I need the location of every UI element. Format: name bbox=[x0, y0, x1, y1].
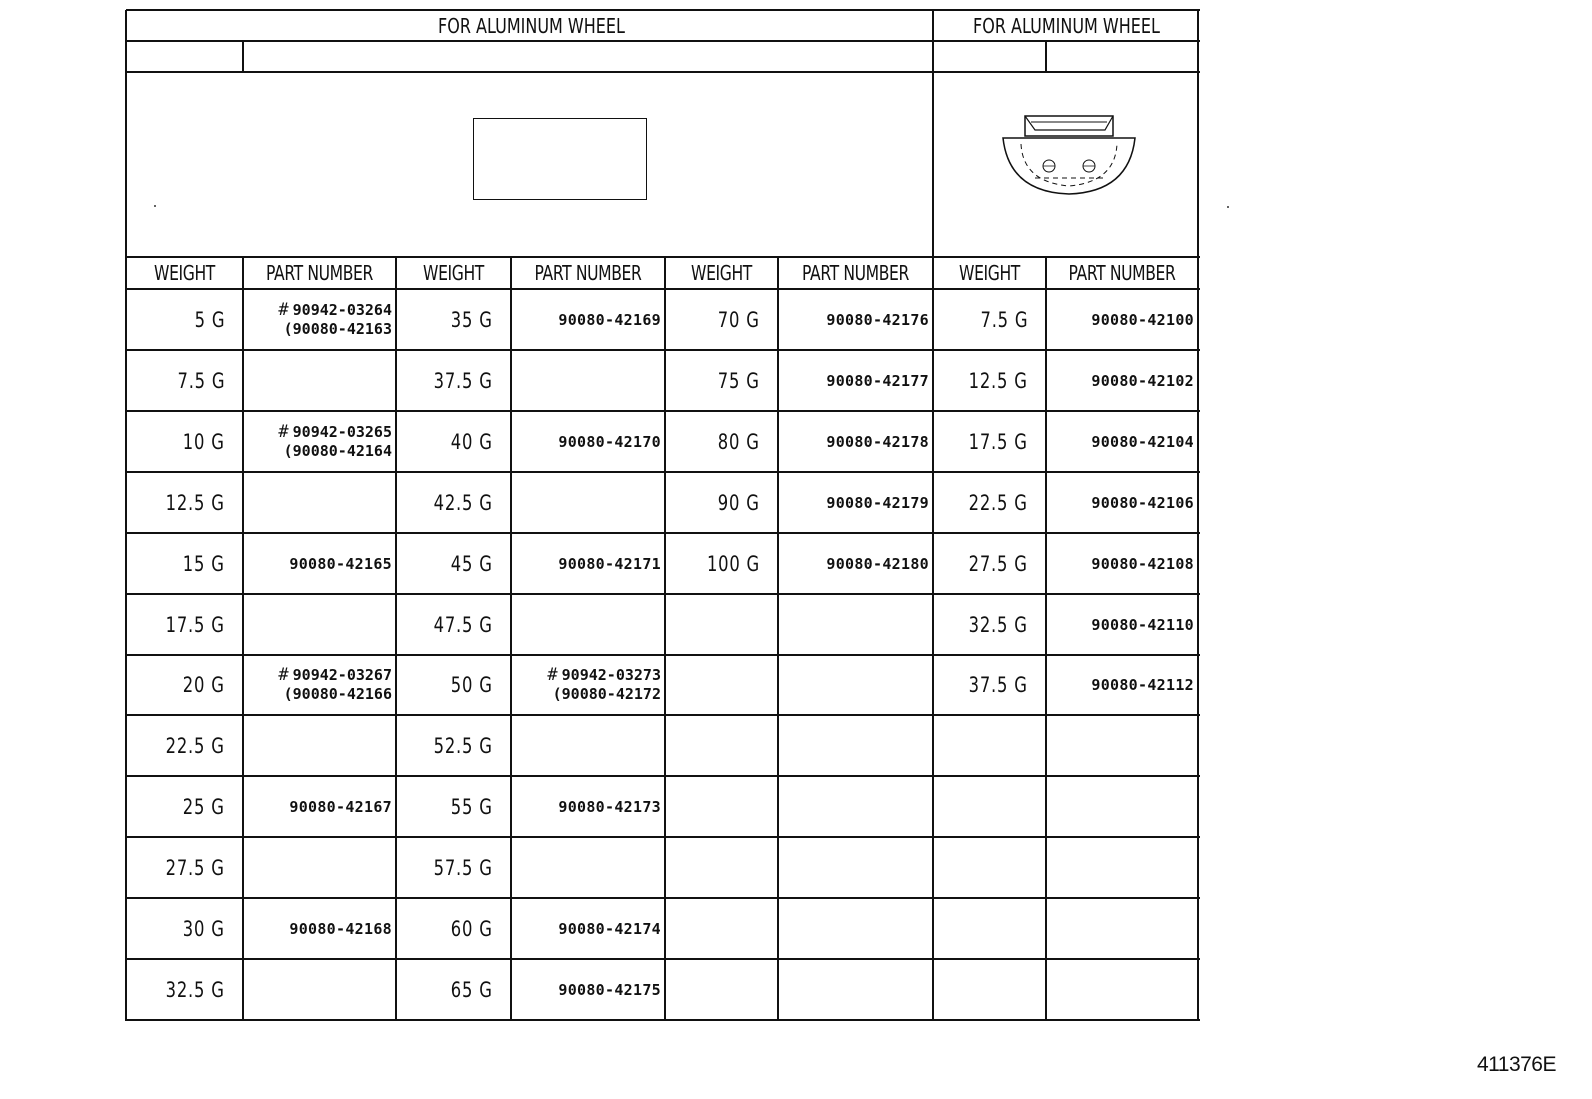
part-number-cell bbox=[243, 472, 396, 533]
part-number-cell: 90080-42180 bbox=[826, 554, 929, 573]
part-number-cell: 90080-42167 bbox=[289, 797, 392, 816]
part-number-cell bbox=[511, 837, 665, 898]
weight-cell bbox=[396, 715, 511, 776]
part-number-cell: 90080-42168 bbox=[289, 919, 392, 938]
weight-cell bbox=[665, 715, 778, 776]
part-number-cell: 90080-42102 bbox=[1091, 371, 1194, 390]
weight-value: 37.5 G bbox=[968, 673, 1028, 697]
weight-value: 45 G bbox=[451, 551, 493, 576]
part-number-cell bbox=[1046, 898, 1198, 959]
weight-cell bbox=[665, 533, 778, 594]
weight-value: 50 G bbox=[451, 673, 493, 697]
weight-value: 65 G bbox=[451, 977, 493, 1002]
part-number-cell bbox=[778, 715, 933, 776]
weight-cell bbox=[126, 411, 243, 472]
part-number-cell bbox=[778, 959, 933, 1020]
weight-cell bbox=[933, 837, 1046, 898]
weight-cell bbox=[665, 959, 778, 1020]
col-header-weight: WEIGHT bbox=[423, 261, 484, 285]
weight-cell bbox=[665, 411, 778, 472]
part-number-cell bbox=[243, 594, 396, 655]
weight-value: 15 G bbox=[183, 551, 225, 576]
weight-cell bbox=[665, 289, 778, 350]
weight-value: 22.5 G bbox=[968, 490, 1028, 515]
grid-line bbox=[126, 9, 1200, 11]
weight-cell bbox=[933, 776, 1046, 837]
weight-value: 25 G bbox=[183, 794, 225, 819]
weight-cell bbox=[665, 594, 778, 655]
weight-cell bbox=[396, 411, 511, 472]
weight-cell bbox=[126, 472, 243, 533]
weight-value: 40 G bbox=[451, 429, 493, 454]
left-section-title: FOR ALUMINUM WHEEL bbox=[438, 13, 625, 38]
part-number-primary: 90942-03264 bbox=[292, 300, 392, 319]
weight-cell bbox=[933, 411, 1046, 472]
part-number-cell: 90080-42173 bbox=[558, 797, 661, 816]
weight-cell bbox=[396, 350, 511, 411]
weight-cell bbox=[665, 350, 778, 411]
part-number-cell: 90080-42100 bbox=[1091, 310, 1194, 329]
weight-value: 32.5 G bbox=[165, 977, 225, 1002]
part-number-cell bbox=[778, 594, 933, 655]
weight-cell bbox=[933, 655, 1046, 715]
hash-mark: # bbox=[278, 421, 289, 442]
col-header-part-number: PART NUMBER bbox=[266, 261, 373, 285]
part-number-alternate: (90080-42163 bbox=[283, 319, 392, 338]
part-number-cell bbox=[511, 655, 665, 715]
weight-cell bbox=[396, 655, 511, 715]
weight-cell bbox=[396, 289, 511, 350]
col-header-part-number: PART NUMBER bbox=[802, 261, 909, 285]
weight-value: 5 G bbox=[194, 307, 225, 332]
figure-code: 411376E bbox=[1476, 1053, 1556, 1076]
part-number-cell: 90080-42179 bbox=[826, 493, 929, 512]
weight-value: 7.5 G bbox=[177, 368, 225, 393]
weight-cell bbox=[933, 594, 1046, 655]
weight-cell bbox=[396, 837, 511, 898]
part-number-cell: 90080-42177 bbox=[826, 371, 929, 390]
part-number-primary: 90942-03265 bbox=[292, 422, 392, 441]
part-number-cell bbox=[243, 837, 396, 898]
col-header-part-number: PART NUMBER bbox=[534, 261, 642, 285]
part-number-cell: 90080-42104 bbox=[1091, 432, 1194, 451]
weight-value: 27.5 G bbox=[165, 855, 225, 880]
weight-value: 52.5 G bbox=[433, 733, 493, 758]
part-number-cell: 90080-42175 bbox=[558, 980, 661, 999]
weight-value: 57.5 G bbox=[433, 855, 493, 880]
superseded-part-line bbox=[278, 301, 392, 320]
col-header-weight: WEIGHT bbox=[154, 261, 215, 285]
weight-value: 75 G bbox=[718, 368, 760, 393]
part-number-cell bbox=[511, 715, 665, 776]
part-number-cell: 90080-42170 bbox=[558, 432, 661, 451]
weight-cell bbox=[396, 776, 511, 837]
superseded-part-line bbox=[547, 666, 661, 685]
weight-value: 20 G bbox=[183, 673, 225, 697]
weight-cell bbox=[665, 898, 778, 959]
part-number-alternate: (90080-42172 bbox=[552, 685, 661, 703]
weight-cell bbox=[126, 533, 243, 594]
part-number-cell bbox=[1046, 837, 1198, 898]
weight-value: 42.5 G bbox=[433, 490, 493, 515]
weight-cell bbox=[396, 533, 511, 594]
hash-mark: # bbox=[278, 665, 289, 685]
grid-line bbox=[242, 41, 244, 73]
part-number-cell: 90080-42174 bbox=[558, 919, 661, 938]
weight-cell bbox=[126, 715, 243, 776]
weight-value: 30 G bbox=[183, 916, 225, 941]
weight-value: 7.5 G bbox=[980, 307, 1028, 332]
col-header-weight: WEIGHT bbox=[959, 261, 1020, 285]
part-number-alternate: (90080-42166 bbox=[283, 685, 392, 703]
weight-value: 27.5 G bbox=[968, 551, 1028, 576]
weight-value: 17.5 G bbox=[968, 429, 1028, 454]
part-number-cell: 90080-42178 bbox=[826, 432, 929, 451]
weight-value: 60 G bbox=[451, 916, 493, 941]
weight-cell bbox=[665, 837, 778, 898]
grid-line bbox=[126, 71, 1200, 73]
part-number-cell: 90080-42171 bbox=[558, 554, 661, 573]
part-number-cell bbox=[511, 350, 665, 411]
weight-cell bbox=[396, 959, 511, 1020]
part-number-cell bbox=[778, 837, 933, 898]
part-number-cell bbox=[243, 959, 396, 1020]
part-number-cell: 90080-42108 bbox=[1091, 554, 1194, 573]
weight-cell bbox=[396, 594, 511, 655]
weight-cell bbox=[933, 472, 1046, 533]
part-number-primary: 90942-03267 bbox=[292, 666, 392, 684]
rectangle-weight-icon bbox=[473, 118, 647, 200]
weight-cell bbox=[126, 594, 243, 655]
weight-cell bbox=[396, 472, 511, 533]
part-number-cell bbox=[1046, 959, 1198, 1020]
grid-line bbox=[126, 40, 1200, 42]
weight-cell bbox=[665, 472, 778, 533]
weight-cell bbox=[126, 959, 243, 1020]
weight-value: 12.5 G bbox=[968, 368, 1028, 393]
part-number-cell bbox=[243, 289, 396, 350]
weight-cell bbox=[933, 959, 1046, 1020]
hash-mark: # bbox=[547, 665, 558, 685]
part-number-cell bbox=[243, 715, 396, 776]
part-number-cell bbox=[243, 655, 396, 715]
superseded-part-line bbox=[278, 666, 392, 685]
part-number-primary: 90942-03273 bbox=[561, 666, 661, 684]
part-number-cell bbox=[1046, 776, 1198, 837]
part-number-cell: 90080-42169 bbox=[558, 310, 661, 329]
stray-dot bbox=[1227, 206, 1229, 208]
part-number-cell bbox=[511, 594, 665, 655]
part-number-cell bbox=[511, 472, 665, 533]
weight-cell bbox=[126, 655, 243, 715]
weight-value: 55 G bbox=[451, 794, 493, 819]
clip-on-weight-icon bbox=[995, 108, 1145, 198]
weight-cell bbox=[665, 655, 778, 715]
right-section-title: FOR ALUMINUM WHEEL bbox=[973, 13, 1160, 38]
col-header-weight: WEIGHT bbox=[691, 261, 752, 285]
weight-cell bbox=[126, 776, 243, 837]
weight-value: 47.5 G bbox=[433, 612, 493, 637]
weight-value: 90 G bbox=[718, 490, 760, 515]
weight-cell bbox=[933, 533, 1046, 594]
weight-value: 12.5 G bbox=[165, 490, 225, 515]
weight-value: 80 G bbox=[718, 429, 760, 454]
part-number-alternate: (90080-42164 bbox=[283, 441, 392, 460]
weight-cell bbox=[933, 715, 1046, 776]
weight-value: 37.5 G bbox=[433, 368, 493, 393]
col-header-part-number: PART NUMBER bbox=[1068, 261, 1176, 285]
part-number-cell: 90080-42165 bbox=[289, 554, 392, 573]
part-number-cell: 90080-42176 bbox=[826, 310, 929, 329]
weight-cell bbox=[126, 898, 243, 959]
weight-value: 10 G bbox=[183, 429, 225, 454]
weight-cell bbox=[126, 837, 243, 898]
part-number-cell bbox=[778, 776, 933, 837]
weight-value: 22.5 G bbox=[165, 733, 225, 758]
part-number-cell: 90080-42106 bbox=[1091, 493, 1194, 512]
weight-cell bbox=[665, 776, 778, 837]
part-number-cell bbox=[1046, 715, 1198, 776]
grid-line bbox=[1045, 41, 1047, 73]
weight-value: 70 G bbox=[718, 307, 760, 332]
weight-cell bbox=[933, 350, 1046, 411]
weight-value: 17.5 G bbox=[165, 612, 225, 637]
weight-value: 100 G bbox=[706, 551, 760, 576]
weight-cell bbox=[126, 289, 243, 350]
weight-cell bbox=[396, 898, 511, 959]
part-number-cell bbox=[778, 898, 933, 959]
part-number-cell: 90080-42112 bbox=[1091, 676, 1194, 694]
weight-value: 32.5 G bbox=[968, 612, 1028, 637]
weight-cell bbox=[933, 289, 1046, 350]
hash-mark: # bbox=[278, 299, 289, 320]
part-number-cell bbox=[243, 411, 396, 472]
part-number-cell: 90080-42110 bbox=[1091, 615, 1194, 634]
part-number-cell bbox=[243, 350, 396, 411]
part-number-cell bbox=[778, 655, 933, 715]
weight-value: 35 G bbox=[451, 307, 493, 332]
weight-cell bbox=[126, 350, 243, 411]
stray-dot bbox=[154, 205, 156, 207]
superseded-part-line bbox=[278, 423, 392, 442]
weight-cell bbox=[933, 898, 1046, 959]
